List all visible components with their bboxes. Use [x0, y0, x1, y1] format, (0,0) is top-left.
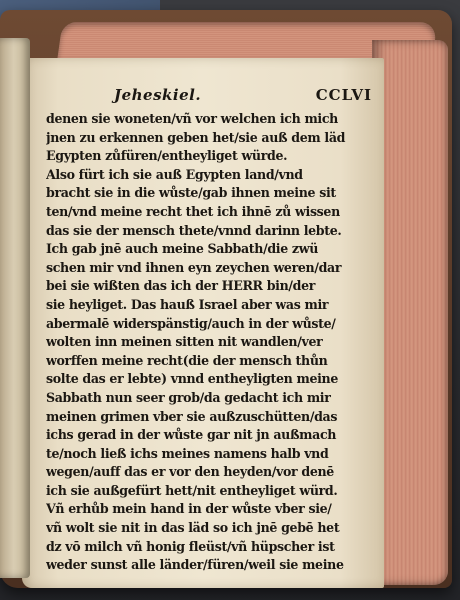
text-line: worffen meine recht(die der mensch thůn [46, 352, 328, 368]
text-line: bei sie wißten das ich der HERR bin/der [46, 278, 316, 294]
text-line: wolten inn meinen sitten nit wandlen/ver [46, 334, 323, 350]
text-line: Also fürt ich sie auß Egypten land/vnd [46, 166, 303, 182]
text-line: Vñ erhůb mein hand in der wůste vber sie/ [46, 501, 332, 517]
running-head: Jeheskiel. [114, 86, 202, 104]
text-line: ichs gerad in der wůste gar nit jn außmach [46, 427, 337, 443]
text-line: vñ wolt sie nit in das läd so ich jnē gebē het [46, 520, 340, 536]
text-line: wegen/auff das er vor den heyden/vor denē [46, 464, 334, 480]
text-line: dz vō milch vñ honig fleüst/vñ hüpscher ist [46, 538, 335, 554]
text-line: ten/vnd meine recht thet ich ihnē zů wissen [46, 203, 340, 219]
folio-number: CCLVI [315, 86, 372, 104]
text-line: schen mir vnd ihnen eyn zeychen weren/dar [46, 259, 342, 275]
text-line: Sabbath nun seer grob/da gedacht ich mir [46, 389, 331, 405]
text-line: jnen zu erkennen geben het/sie auß dem läd [46, 129, 346, 145]
page-text-block [46, 86, 376, 575]
text-line: Ich gab jnē auch meine Sabbath/die zwü [46, 241, 319, 257]
text-line: weder sunst alle länder/füren/weil sie meine [46, 557, 344, 573]
text-line: meinen grimen vber sie außzuschütten/das [46, 408, 338, 424]
book-spine [0, 38, 30, 578]
text-line: abermalē widerspänstig/auch in der wůste/ [46, 315, 336, 331]
page-header [46, 86, 376, 108]
text-line: te/noch ließ ichs meines namens halb vnd [46, 445, 329, 461]
text-line: denen sie woneten/vñ vor welchen ich mich [46, 111, 338, 126]
text-line: solte das er lebte) vnnd entheyligten meine [46, 371, 339, 387]
text-line: ich sie außgefürt hett/nit entheyliget würd. [46, 482, 338, 498]
text-line: bracht sie in die wůste/gab ihnen meine sit [46, 185, 336, 201]
text-line: das sie der mensch thete/vnnd darinn lebte. [46, 222, 342, 238]
text-line: Egypten zůfüren/entheyliget würde. [46, 148, 288, 164]
text-line: sie heyliget. Das hauß Israel aber was mir [46, 296, 329, 312]
